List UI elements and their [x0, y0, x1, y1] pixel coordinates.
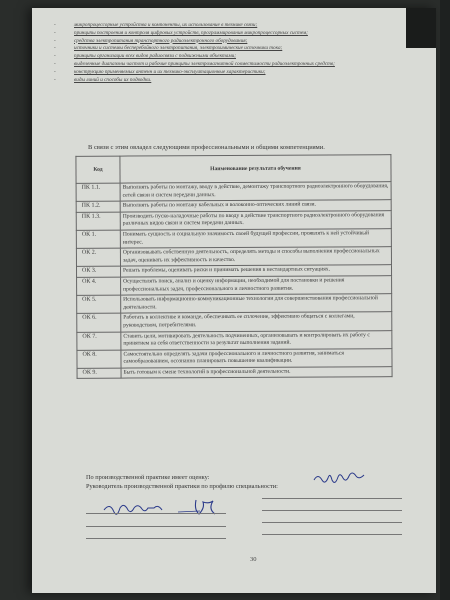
list-item: - принципы построения и контроля цифровых устройств, программирования микропроцессорных систем; — [50, 30, 380, 38]
list-item: - конструкцию применяемых антенн и их технико-эксплуатационные характеристики; — [50, 69, 380, 77]
row-code: ПК 1.1. — [76, 183, 120, 201]
blank-line — [262, 534, 402, 535]
blank-line — [86, 526, 226, 527]
table-row — [76, 247, 391, 267]
header-code: Код — [76, 156, 120, 183]
table-row — [77, 348, 392, 368]
blank-line — [262, 498, 402, 499]
binder-edge — [440, 0, 450, 600]
knowledge-list — [50, 22, 380, 84]
row-text: Быть готовым к смене технологий в профессиональной деятельности. — [121, 367, 392, 379]
row-text: Работать в коллективе и команде, обеспечивать ее сплочение, эффективно общаться с коллегами, руководством, потребителями. — [121, 312, 392, 332]
row-text: Осуществлять поиск, анализ и оценку информации, необходимой для постановки и решения профессиональных задач, профессионального и личностного развития. — [121, 276, 392, 296]
row-text: Организовывать собственную деятельность, определять методы и способы выполнения профессиональных задач, оценивать их эффективность и качество. — [120, 247, 391, 267]
list-item: - микропроцессорные устройства и компоненты, их использование в технике связи; — [50, 22, 380, 30]
table-row — [76, 182, 391, 202]
supervisor-label: Руководитель производственной практики по профилю специальности: — [86, 483, 278, 490]
row-code: ОК 8. — [77, 350, 121, 368]
row-text: Производить пуско-наладочные работы по вводу в действие транспортного радиоэлектронного оборудования различных видов связи и систем передачи данных. — [120, 210, 391, 230]
list-item: - виды линий и способы их подводки. — [50, 77, 380, 85]
table-row — [77, 276, 392, 296]
row-code: ОК 4. — [77, 277, 121, 295]
row-code: ОК 6. — [77, 313, 121, 331]
table-row — [77, 330, 392, 350]
row-text: Ставить цели, мотивировать деятельность подчиненных, организовывать и контролировать их работу с принятием на себя ответственности за результат выполнения заданий. — [121, 330, 392, 350]
list-item: - принципы организации всех видов радиосвязи с подвижными объектами; — [50, 53, 380, 61]
list-item: - выделенные диапазоны частот и рабочие принципы электромагнитной совместимости радиоэлектронных средств; — [50, 61, 380, 69]
blank-line — [86, 538, 226, 539]
table-row — [77, 312, 392, 332]
row-text: Самостоятельно определять задачи профессионального и личностного развития, заниматься самообразованием, осознанно планировать повышение квалификации. — [121, 348, 392, 368]
table-row — [76, 229, 391, 249]
row-text: Использовать информационно-коммуникационные технологии для совершенствования профессиональной деятельности. — [121, 294, 392, 314]
table-header-row — [76, 155, 391, 184]
row-code: ОК 3. — [76, 266, 120, 277]
row-text: Выполнять работы по монтажу кабельных и волоконно-оптических линий связи. — [120, 200, 391, 212]
row-code: ОК 7. — [77, 332, 121, 350]
handwritten-grade — [312, 470, 372, 491]
row-code: ОК 5. — [77, 295, 121, 313]
intro-text: В связи с этим овладел следующими профессиональными и общими компетенциями. — [88, 144, 325, 151]
page-number: 30 — [250, 556, 257, 563]
list-item: - источники и системы бесперебойного электропитания, электрохимические источники тока; — [50, 45, 380, 53]
blank-line — [86, 513, 226, 514]
row-code: ОК 9. — [77, 368, 121, 379]
blank-line — [262, 522, 402, 523]
row-code: ПК 1.2. — [76, 201, 120, 212]
blank-line — [262, 510, 402, 511]
row-code: ОК 2. — [76, 248, 120, 266]
list-item: - средства электропитания транспортного радиоэлектронного оборудования; — [50, 38, 380, 46]
table-row — [77, 367, 392, 379]
dark-corner — [406, 8, 436, 48]
competencies-table — [75, 154, 392, 379]
handwritten-signature — [100, 496, 230, 520]
row-text: Выполнять работы по монтажу, вводу в действие, демонтажу транспортного радиоэлектронного оборудования, сетей связи и систем передачи данных. — [120, 182, 391, 202]
row-text: Решать проблемы, оценивать риски и принимать решения в нестандартных ситуациях. — [120, 265, 391, 277]
table-row — [77, 294, 392, 314]
row-code: ПК 1.3. — [76, 212, 120, 230]
header-result: Наименование результата обучения — [120, 155, 391, 183]
grade-label: По производственной практике имеет оценку: — [86, 474, 210, 481]
row-text: Понимать сущность и социальную значимость своей будущей профессии, проявлять к ней устойчивый интерес. — [120, 229, 391, 249]
table-row — [76, 210, 391, 230]
row-code: ОК 1. — [76, 230, 120, 248]
